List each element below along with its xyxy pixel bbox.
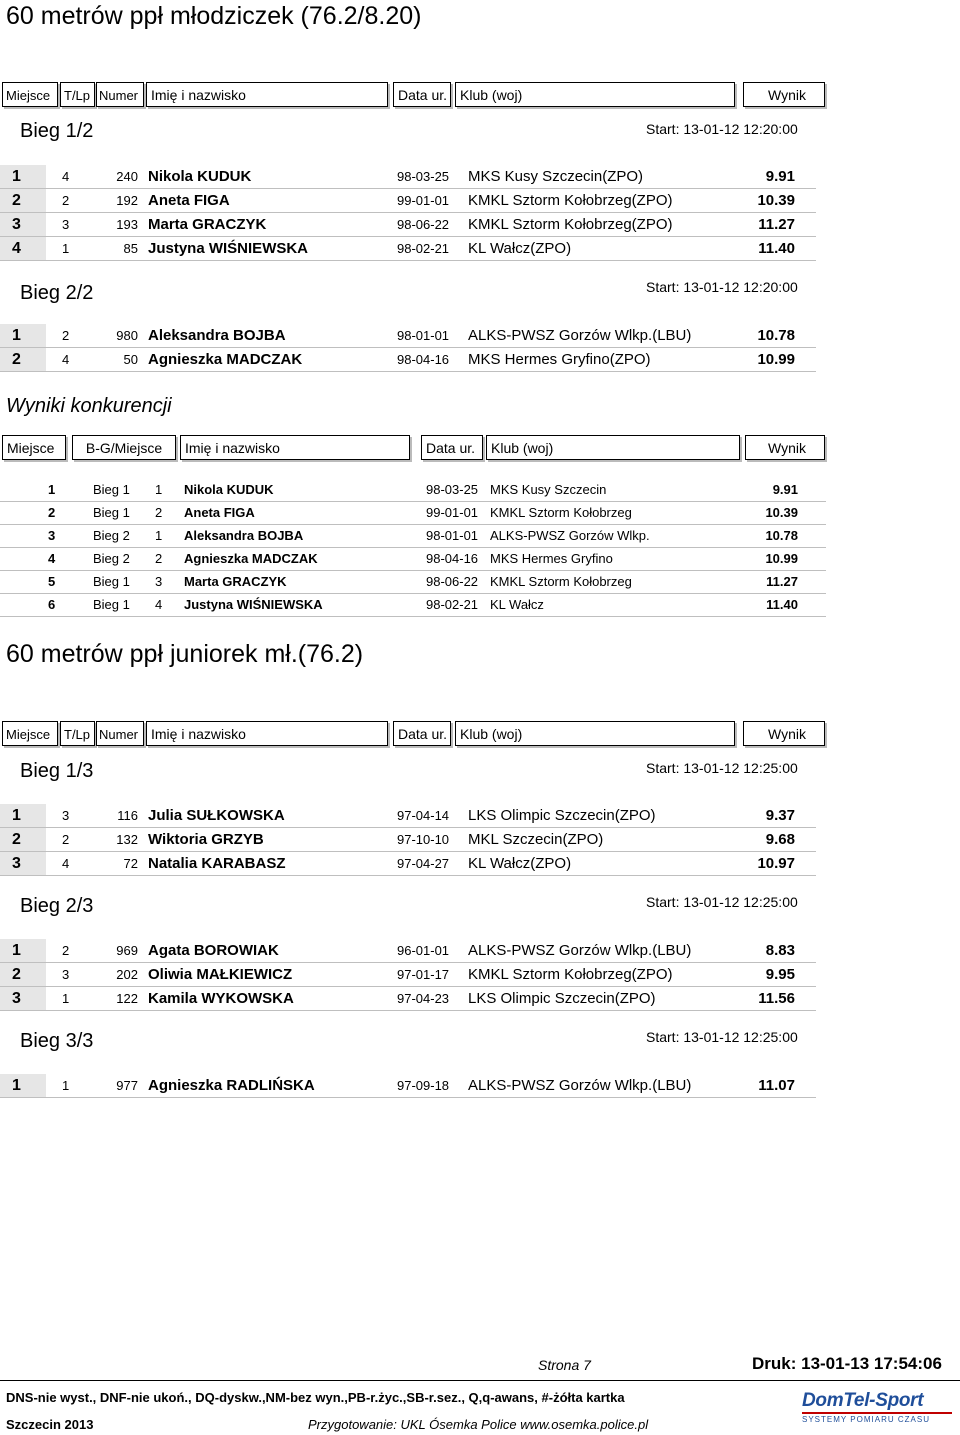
header-result: Wynik [745,435,825,460]
logo-text: DomTel-Sport [802,1390,924,1411]
heat-place-cell: 2 [155,505,163,520]
results-row [0,594,826,617]
bib-number-cell: 980 [116,328,138,343]
club-cell: KL Wałcz(ZPO) [468,240,572,257]
athlete-name-cell: Oliwia MAŁKIEWICZ [148,966,293,983]
table-row [0,165,816,189]
domtel-logo [802,1391,952,1424]
birth-date-cell: 98-03-25 [426,482,479,497]
bib-number-cell: 50 [123,352,138,367]
event-title-2: 60 metrów ppł juniorek mł.(76.2) [6,640,364,668]
header-lp: T/Lp [60,721,95,746]
athlete-name-cell: Natalia KARABASZ [148,855,286,872]
athlete-name-cell: Agnieszka MADCZAK [148,351,303,368]
club-cell: LKS Olimpic Szczecin(ZPO) [468,990,656,1007]
bib-number-cell: 72 [123,856,138,871]
place-cell: 2 [0,189,46,212]
result-cell: 10.78 [765,528,798,543]
print-timestamp: Druk: 13-01-13 17:54:06 [752,1354,942,1373]
lane-cell: 2 [62,832,70,847]
heat-label: Bieg 1/3 [20,760,94,782]
club-cell: MKS Kusy Szczecin(ZPO) [468,168,644,185]
bib-number-cell: 116 [117,808,138,823]
result-cell: 10.99 [757,351,795,368]
header-result: Wynik [743,82,825,107]
logo-subtitle: SYSTEMY POMIARU CZASU [802,1415,930,1424]
place-cell: 5 [48,574,56,589]
club-cell: LKS Olimpic Szczecin(ZPO) [468,807,656,824]
club-cell: KMKL Sztorm Kołobrzeg [490,574,632,589]
heat-place-cell: 4 [155,597,163,612]
table-row [0,237,816,261]
athlete-name-cell: Aneta FIGA [184,505,255,520]
athlete-name-cell: Aleksandra BOJBA [184,528,304,543]
header-name: Imię i nazwisko [146,721,388,746]
heat-label: Bieg 2/3 [20,895,94,917]
header-dob: Data ur. [393,82,451,107]
club-cell: KMKL Sztorm Kołobrzeg(ZPO) [468,216,673,233]
footer-legend: DNS-nie wyst., DNF-nie ukoń., DQ-dyskw.,NM-bez wyn.,PB-r.życ.,SB-r.sez., Q,q-awans, #-żółta kartka [6,1390,625,1405]
club-cell: MKS Hermes Gryfino(ZPO) [468,351,651,368]
header-number: Numer [96,721,144,746]
athlete-name-cell: Justyna WIŚNIEWSKA [148,240,309,257]
place-cell: 4 [48,551,56,566]
club-cell: KMKL Sztorm Kołobrzeg [490,505,632,520]
place-cell: 3 [0,987,46,1010]
heat-cell: Bieg 1 [93,574,130,589]
heat-place-cell: 1 [155,528,163,543]
heat-place-cell: 1 [155,482,163,497]
result-cell: 11.40 [766,597,798,612]
table-row [0,348,816,372]
bib-number-cell: 85 [123,241,138,256]
lane-cell: 2 [62,943,70,958]
lane-cell: 4 [62,352,70,367]
lane-cell: 4 [62,169,70,184]
lane-cell: 3 [62,967,70,982]
athlete-name-cell: Agnieszka RADLIŃSKA [148,1077,315,1094]
place-cell: 1 [0,939,46,962]
heat-start-time: Start: 13-01-12 12:20:00 [646,279,798,295]
event-title-1: 60 metrów ppł młodziczek (76.2/8.20) [6,2,422,30]
birth-date-cell: 98-06-22 [426,574,479,589]
athlete-name-cell: Marta GRACZYK [184,574,287,589]
athlete-name-cell: Aleksandra BOJBA [148,327,286,344]
heat-cell: Bieg 2 [93,551,130,566]
club-cell: KMKL Sztorm Kołobrzeg(ZPO) [468,966,673,983]
athlete-name-cell: Julia SUŁKOWSKA [148,807,285,824]
heat-place-cell: 3 [155,574,163,589]
place-cell: 3 [0,852,46,875]
result-cell: 10.99 [765,551,798,566]
club-cell: MKS Kusy Szczecin [490,482,607,497]
club-cell: ALKS-PWSZ Gorzów Wlkp.(LBU) [468,1077,692,1094]
heat-place-cell: 2 [155,551,163,566]
logo-stripe [802,1412,952,1414]
results-row [0,479,826,502]
heat-start-time: Start: 13-01-12 12:20:00 [646,121,798,137]
birth-date-cell: 98-01-01 [426,528,479,543]
heat-cell: Bieg 1 [93,482,130,497]
heat-start-time: Start: 13-01-12 12:25:00 [646,894,798,910]
place-cell: 2 [0,828,46,851]
page-number: Strona 7 [538,1357,591,1373]
header-name: Imię i nazwisko [146,82,388,107]
result-cell: 8.83 [765,942,795,959]
place-cell: 2 [48,505,56,520]
birth-date-cell: 98-01-01 [397,328,450,343]
bib-number-cell: 132 [116,832,138,847]
bib-number-cell: 240 [116,169,138,184]
footer-city: Szczecin 2013 [6,1417,94,1432]
athlete-name-cell: Agata BOROWIAK [148,942,279,959]
table-row [0,804,816,828]
club-cell: KMKL Sztorm Kołobrzeg(ZPO) [468,192,673,209]
athlete-name-cell: Justyna WIŚNIEWSKA [184,597,323,612]
table-row [0,939,816,963]
athlete-name-cell: Aneta FIGA [148,192,230,209]
lane-cell: 4 [62,856,70,871]
header-club: Klub (woj) [455,82,735,107]
athlete-name-cell: Wiktoria GRZYB [148,831,264,848]
bib-number-cell: 122 [116,991,138,1006]
result-cell: 11.27 [766,574,798,589]
header-place: Miejsce [2,435,66,460]
result-cell: 11.07 [758,1077,795,1094]
club-cell: MKS Hermes Gryfino [490,551,613,566]
heat-cell: Bieg 1 [93,597,130,612]
place-cell: 1 [0,804,46,827]
header-place: Miejsce [2,721,58,746]
birth-date-cell: 99-01-01 [397,193,450,208]
place-cell: 4 [0,237,46,260]
header-dob: Data ur. [421,435,483,460]
athlete-name-cell: Kamila WYKOWSKA [148,990,294,1007]
bib-number-cell: 192 [116,193,138,208]
birth-date-cell: 98-02-21 [426,597,479,612]
heat-label: Bieg 3/3 [20,1030,94,1052]
heat-cell: Bieg 1 [93,505,130,520]
athlete-name-cell: Marta GRACZYK [148,216,267,233]
lane-cell: 2 [62,193,70,208]
heat-start-time: Start: 13-01-12 12:25:00 [646,760,798,776]
table-row [0,324,816,348]
header-club: Klub (woj) [486,435,740,460]
table-row [0,963,816,987]
table-row [0,1074,816,1098]
heat-start-time: Start: 13-01-12 12:25:00 [646,1029,798,1045]
results-row [0,502,826,525]
result-cell: 10.97 [757,855,795,872]
bib-number-cell: 202 [116,967,138,982]
table-row [0,987,816,1011]
club-cell: KL Wałcz [490,597,544,612]
place-cell: 6 [48,597,56,612]
result-cell: 11.27 [758,216,795,233]
bib-number-cell: 969 [116,943,138,958]
club-cell: MKL Szczecin(ZPO) [468,831,604,848]
club-cell: ALKS-PWSZ Gorzów Wlkp.(LBU) [468,327,692,344]
birth-date-cell: 99-01-01 [426,505,479,520]
lane-cell: 1 [62,241,70,256]
table-row [0,828,816,852]
result-cell: 10.78 [757,327,795,344]
place-cell: 2 [0,963,46,986]
birth-date-cell: 98-04-16 [397,352,450,367]
heat-label: Bieg 2/2 [20,282,94,304]
result-cell: 9.91 [765,168,795,185]
birth-date-cell: 98-02-21 [397,241,450,256]
lane-cell: 1 [62,1078,70,1093]
results-row [0,571,826,594]
birth-date-cell: 97-10-10 [397,832,450,847]
header-place: Miejsce [2,82,58,107]
header-name: Imię i nazwisko [180,435,410,460]
birth-date-cell: 97-04-14 [397,808,450,823]
lane-cell: 2 [62,328,70,343]
place-cell: 3 [48,528,56,543]
place-cell: 1 [0,324,46,347]
birth-date-cell: 98-03-25 [397,169,450,184]
birth-date-cell: 97-01-17 [397,967,450,982]
results-row [0,548,826,571]
birth-date-cell: 97-04-27 [397,856,450,871]
result-cell: 9.68 [765,831,795,848]
table-row [0,213,816,237]
bib-number-cell: 193 [116,217,138,232]
birth-date-cell: 98-04-16 [426,551,479,566]
result-cell: 10.39 [765,505,798,520]
club-cell: ALKS-PWSZ Gorzów Wlkp. [490,528,650,543]
place-cell: 1 [48,482,56,497]
header-dob: Data ur. [393,721,451,746]
results-title: Wyniki konkurencji [6,395,172,417]
place-cell: 2 [0,348,46,371]
lane-cell: 3 [62,217,70,232]
place-cell: 1 [0,1074,46,1097]
birth-date-cell: 97-09-18 [397,1078,450,1093]
footer-divider [0,1380,960,1381]
lane-cell: 3 [62,808,70,823]
athlete-name-cell: Nikola KUDUK [148,168,252,185]
place-cell: 3 [0,213,46,236]
header-number: Numer [96,82,144,107]
header-club: Klub (woj) [455,721,735,746]
result-cell: 9.91 [772,482,798,497]
result-cell: 11.40 [758,240,795,257]
header-lp: T/Lp [60,82,95,107]
footer-prepared: Przygotowanie: UKL Ósemka Police www.osemka.police.pl [308,1417,649,1432]
athlete-name-cell: Agnieszka MADCZAK [184,551,318,566]
athlete-name-cell: Nikola KUDUK [184,482,274,497]
birth-date-cell: 97-04-23 [397,991,450,1006]
birth-date-cell: 98-06-22 [397,217,450,232]
header-heat-place: B-G/Miejsce [72,435,176,460]
club-cell: KL Wałcz(ZPO) [468,855,572,872]
lane-cell: 1 [62,991,70,1006]
heat-label: Bieg 1/2 [20,120,94,142]
result-cell: 11.56 [758,990,795,1007]
heat-cell: Bieg 2 [93,528,130,543]
result-cell: 10.39 [757,192,795,209]
place-cell: 1 [0,165,46,188]
club-cell: ALKS-PWSZ Gorzów Wlkp.(LBU) [468,942,692,959]
table-row [0,852,816,876]
results-row [0,525,826,548]
result-cell: 9.95 [765,966,795,983]
result-cell: 9.37 [765,807,795,824]
bib-number-cell: 977 [116,1078,138,1093]
birth-date-cell: 96-01-01 [397,943,450,958]
table-row [0,189,816,213]
header-result: Wynik [743,721,825,746]
